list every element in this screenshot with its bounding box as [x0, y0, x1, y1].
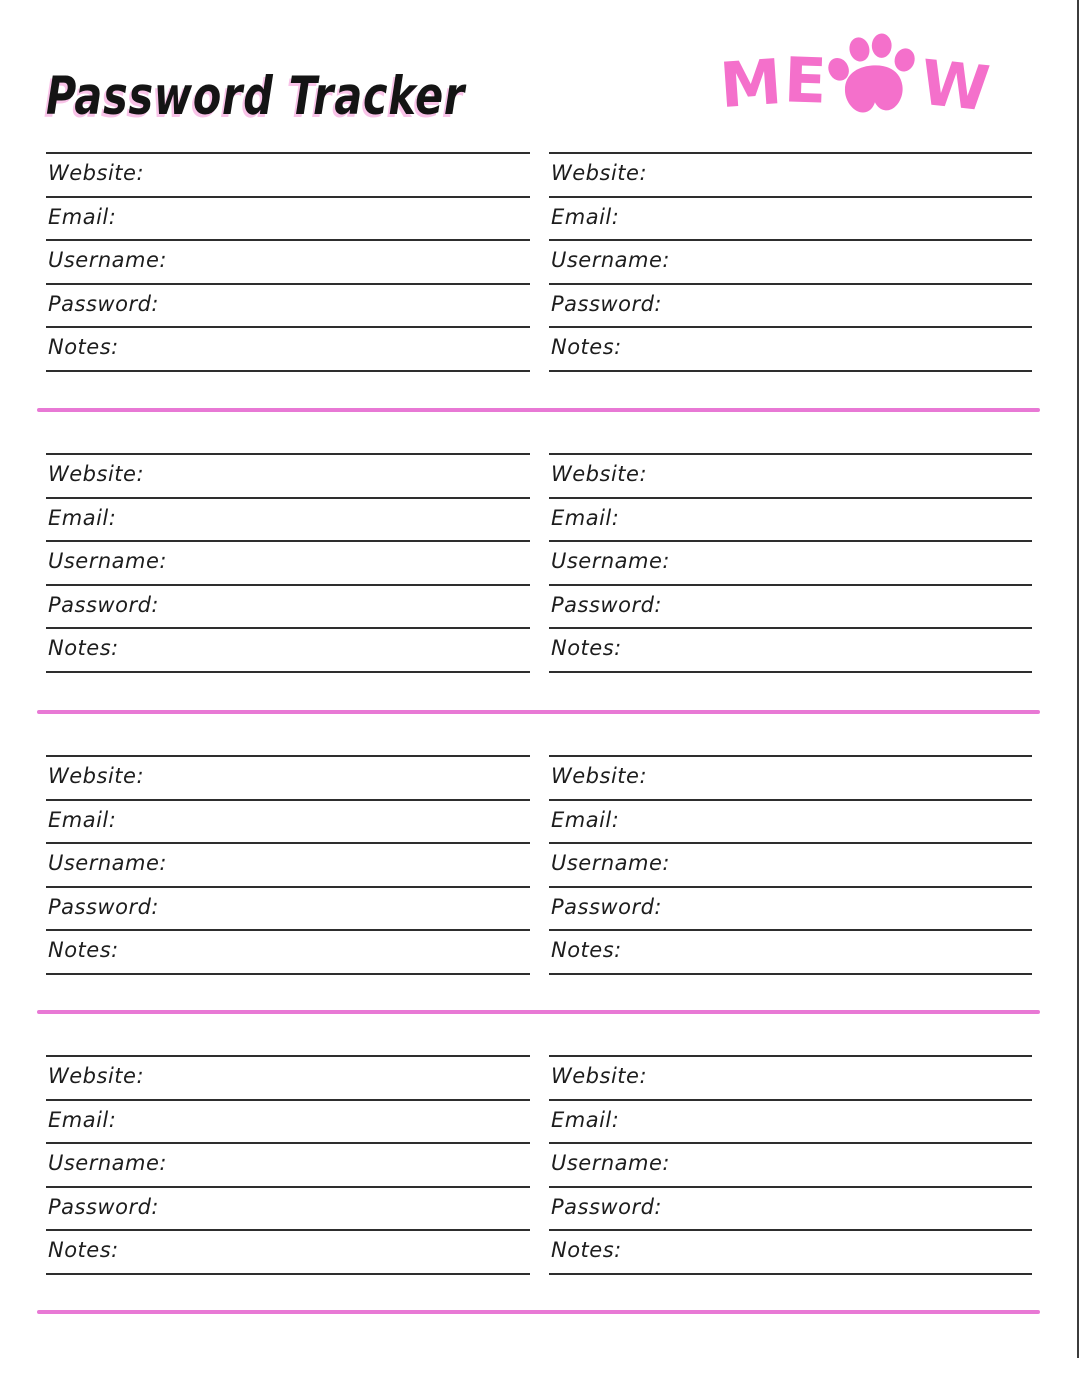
field-row-username — [46, 241, 530, 285]
field-row-website — [549, 1057, 1032, 1101]
field-label: Website: — [551, 462, 648, 486]
field-label: Website: — [48, 161, 145, 185]
field-row-password — [549, 1188, 1032, 1232]
section-divider — [37, 1310, 1040, 1314]
field-row-notes — [549, 1231, 1032, 1275]
field-label: Email: — [551, 204, 620, 229]
field-label: Password: — [48, 592, 159, 617]
field-label: Password: — [551, 1194, 662, 1219]
entry-block — [46, 1055, 530, 1275]
field-row-password — [46, 888, 530, 932]
page-title: Password Tracker — [46, 65, 466, 127]
field-label: Notes: — [48, 335, 119, 360]
logo-letter-w: W — [917, 45, 992, 126]
field-row-username — [46, 542, 530, 586]
field-row-notes — [46, 328, 530, 372]
field-row-email — [549, 198, 1032, 242]
field-label: Email: — [48, 1107, 117, 1132]
field-row-password — [46, 1188, 530, 1232]
field-label: Email: — [48, 505, 117, 530]
entry-block — [549, 453, 1032, 673]
field-label: Password: — [551, 291, 662, 316]
field-label: Website: — [551, 161, 648, 185]
logo-letter-m: M — [717, 45, 784, 123]
field-row-username — [46, 1144, 530, 1188]
field-row-website — [549, 154, 1032, 198]
field-label: Username: — [48, 549, 167, 574]
field-row-website — [46, 154, 530, 198]
field-label: Notes: — [551, 938, 622, 963]
field-row-email — [549, 499, 1032, 543]
field-row-notes — [549, 328, 1032, 372]
field-label: Username: — [48, 1151, 167, 1176]
field-row-password — [549, 285, 1032, 329]
field-row-website — [46, 455, 530, 499]
field-label: Username: — [551, 851, 670, 876]
field-label: Email: — [551, 1107, 620, 1132]
field-label: Email: — [551, 807, 620, 832]
entry-block — [549, 152, 1032, 372]
field-label: Notes: — [551, 636, 622, 661]
field-row-notes — [46, 629, 530, 673]
field-row-website — [549, 455, 1032, 499]
section-divider — [37, 710, 1040, 714]
field-row-password — [549, 586, 1032, 630]
field-label: Email: — [551, 505, 620, 530]
field-label: Notes: — [551, 335, 622, 360]
field-label: Website: — [48, 462, 145, 486]
field-row-notes — [46, 1231, 530, 1275]
field-row-username — [46, 844, 530, 888]
entry-block — [549, 1055, 1032, 1275]
field-label: Password: — [551, 894, 662, 919]
field-label: Username: — [48, 248, 167, 273]
field-row-email — [46, 198, 530, 242]
field-label: Website: — [48, 764, 145, 788]
field-row-password — [549, 888, 1032, 932]
logo-letter-e: E — [782, 43, 827, 118]
field-row-email — [549, 1101, 1032, 1145]
field-row-username — [549, 844, 1032, 888]
field-label: Email: — [48, 204, 117, 229]
field-label: Password: — [48, 291, 159, 316]
field-row-website — [46, 757, 530, 801]
field-label: Password: — [551, 592, 662, 617]
field-label: Password: — [48, 894, 159, 919]
field-row-notes — [549, 629, 1032, 673]
field-row-email — [46, 801, 530, 845]
field-label: Username: — [551, 1151, 670, 1176]
field-row-email — [46, 1101, 530, 1145]
field-row-username — [549, 542, 1032, 586]
entry-block — [549, 755, 1032, 975]
field-label: Username: — [48, 851, 167, 876]
section-divider — [37, 408, 1040, 412]
entry-block — [46, 453, 530, 673]
section-divider — [37, 1010, 1040, 1014]
field-label: Email: — [48, 807, 117, 832]
field-label: Notes: — [551, 1238, 622, 1263]
field-label: Notes: — [48, 1238, 119, 1263]
paw-print-icon — [823, 30, 922, 128]
field-label: Username: — [551, 248, 670, 273]
field-row-website — [549, 757, 1032, 801]
meow-logo — [717, 24, 1010, 126]
field-row-username — [549, 241, 1032, 285]
field-row-password — [46, 586, 530, 630]
page-edge-line — [1077, 0, 1079, 1358]
field-label: Password: — [48, 1194, 159, 1219]
field-label: Website: — [48, 1064, 145, 1088]
field-row-notes — [549, 931, 1032, 975]
field-row-username — [549, 1144, 1032, 1188]
field-row-website — [46, 1057, 530, 1101]
field-row-email — [46, 499, 530, 543]
field-label: Website: — [551, 764, 648, 788]
field-label: Username: — [551, 549, 670, 574]
field-row-notes — [46, 931, 530, 975]
field-row-password — [46, 285, 530, 329]
entry-block — [46, 152, 530, 372]
field-label: Notes: — [48, 636, 119, 661]
entry-block — [46, 755, 530, 975]
field-label: Website: — [551, 1064, 648, 1088]
field-label: Notes: — [48, 938, 119, 963]
field-row-email — [549, 801, 1032, 845]
